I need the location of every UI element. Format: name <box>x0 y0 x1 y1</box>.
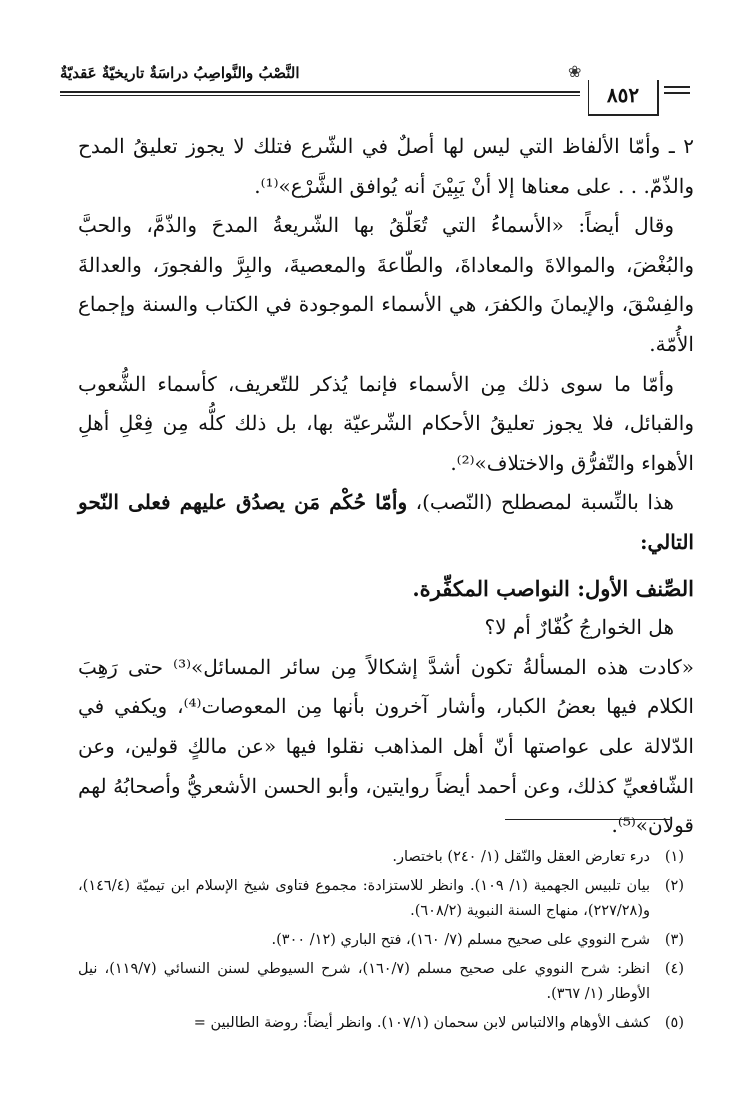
running-header <box>60 58 690 118</box>
footnote <box>78 1011 684 1036</box>
header-rule-thin <box>60 95 580 96</box>
paragraph-6: «كادت هذه المسألةُ تكون أشدَّ إشكالاً مِن سائر المسائل»⁽³⁾ حتى رَهِبَ الكلام فيها بعضُ الكبار، وأشار آخرون بأنها مِن المعوصات⁽⁴⁾، ويكفي في الدّلالة على عواصتها أنّ أهل المذاهب نقلوا فيها «عن مالكٍ قولين، وعن الشّافعيِّ كذلك، وعن أحمد أيضاً روايتين، وأبو الحسن الأشعريُّ وأصحابُهُ لهم قولان»⁽⁵⁾. <box>78 654 695 838</box>
footnotes <box>78 845 684 1040</box>
paragraph-4 <box>78 483 694 562</box>
paragraph-1: ٢ ـ وأمّا الألفاظ التي ليس لها أصلٌ في الشّرع فتلك لا يجوز تعليقُ المدح والذّمّ. . . على معناها إلا أنْ يَبِيْنَ أنه يُوافق الشَّرْع»⁽¹⁾. <box>78 134 694 198</box>
header-rule <box>60 91 580 93</box>
footnote <box>78 928 684 953</box>
footnote-divider <box>505 819 670 820</box>
paragraph-4-bold: وأمّا حُكْم مَن يصدُق عليهم فعلى النّحو التالي: <box>78 490 694 554</box>
page-number: ٨٥٢ <box>588 80 659 116</box>
footnote-number: (٥) <box>664 1015 684 1031</box>
footnote-number: (٢) <box>664 878 684 894</box>
paragraph-2: وقال أيضاً: «الأسماءُ التي تُعَلّقُ بها الشّريعةُ المدحَ والذّمَّ، والحبَّ والبُغْضَ، والموالاةَ والمعاداةَ، والطّاعةَ والمعصيةَ، والبِرَّ والفجورَ، والعدالةَ والفِسْقَ، والإيمانَ والكفرَ، هي الأسماء الموجودة في الكتاب والسنة وإجماع الأُمّة. <box>78 213 694 356</box>
running-title: النَّصْبُ والنَّواصِبُ دراسَةٌ تاريخيّةٌ عَقديّةٌ <box>60 64 300 82</box>
paragraph-5: هل الخوارجُ كُفّارٌ أم لا؟ <box>484 615 674 640</box>
footnote-text: انظر: شرح النووي على صحيح مسلم (١٦٠/٧)، شرح السيوطي لسنن النسائي (١١٩/٧)، نيل الأوطار (١/ ٣٦٧). <box>78 961 650 1002</box>
footnote-number: (٤) <box>664 961 684 977</box>
footnote-number: (١) <box>664 849 684 865</box>
main-text <box>78 127 694 846</box>
footnote-text: شرح النووي على صحيح مسلم (٧/ ١٦٠)، فتح الباري (١٢/ ٣٠٠). <box>271 932 650 948</box>
footnote <box>78 957 684 1007</box>
header-dash <box>664 86 690 88</box>
footnote <box>78 845 684 870</box>
footnote-text: بيان تلبيس الجهمية (١/ ١٠٩). وانظر للاستزادة: مجموع فتاوى شيخ الإسلام ابن تيميّة (١٤٦/٤)، و(٢٢٧/٢٨)، منهاج السنة النبوية (٦٠٨/٢). <box>78 878 650 919</box>
header-dash <box>664 92 690 94</box>
footnote-number: (٣) <box>664 932 684 948</box>
section-heading: الصِّنف الأول: النواصب المكفِّرة. <box>412 575 694 601</box>
footnote <box>78 874 684 924</box>
footnote-text: كشف الأوهام والالتباس لابن سحمان (١٠٧/١). وانظر أيضاً: روضة الطالبين = <box>193 1015 650 1031</box>
ornament-icon: ❀ <box>568 62 582 81</box>
paragraph-3: وأمّا ما سوى ذلك مِن الأسماء فإنما يُذكر للتّعريف، كأسماء الشُّعوب والقبائل، فلا يجوز تعليقُ الأحكام الشّرعيّة بها، بل ذلك كلُّه مِن فِعْلِ أهلِ الأهواء والتّفرُّق والاختلاف»⁽²⁾. <box>78 371 694 475</box>
footnote-text: درء تعارض العقل والنّقل (١/ ٢٤٠) باختصار. <box>392 849 650 865</box>
paragraph-4-normal: هذا بالنِّسبة لمصطلح (النّصب)، <box>407 490 674 515</box>
